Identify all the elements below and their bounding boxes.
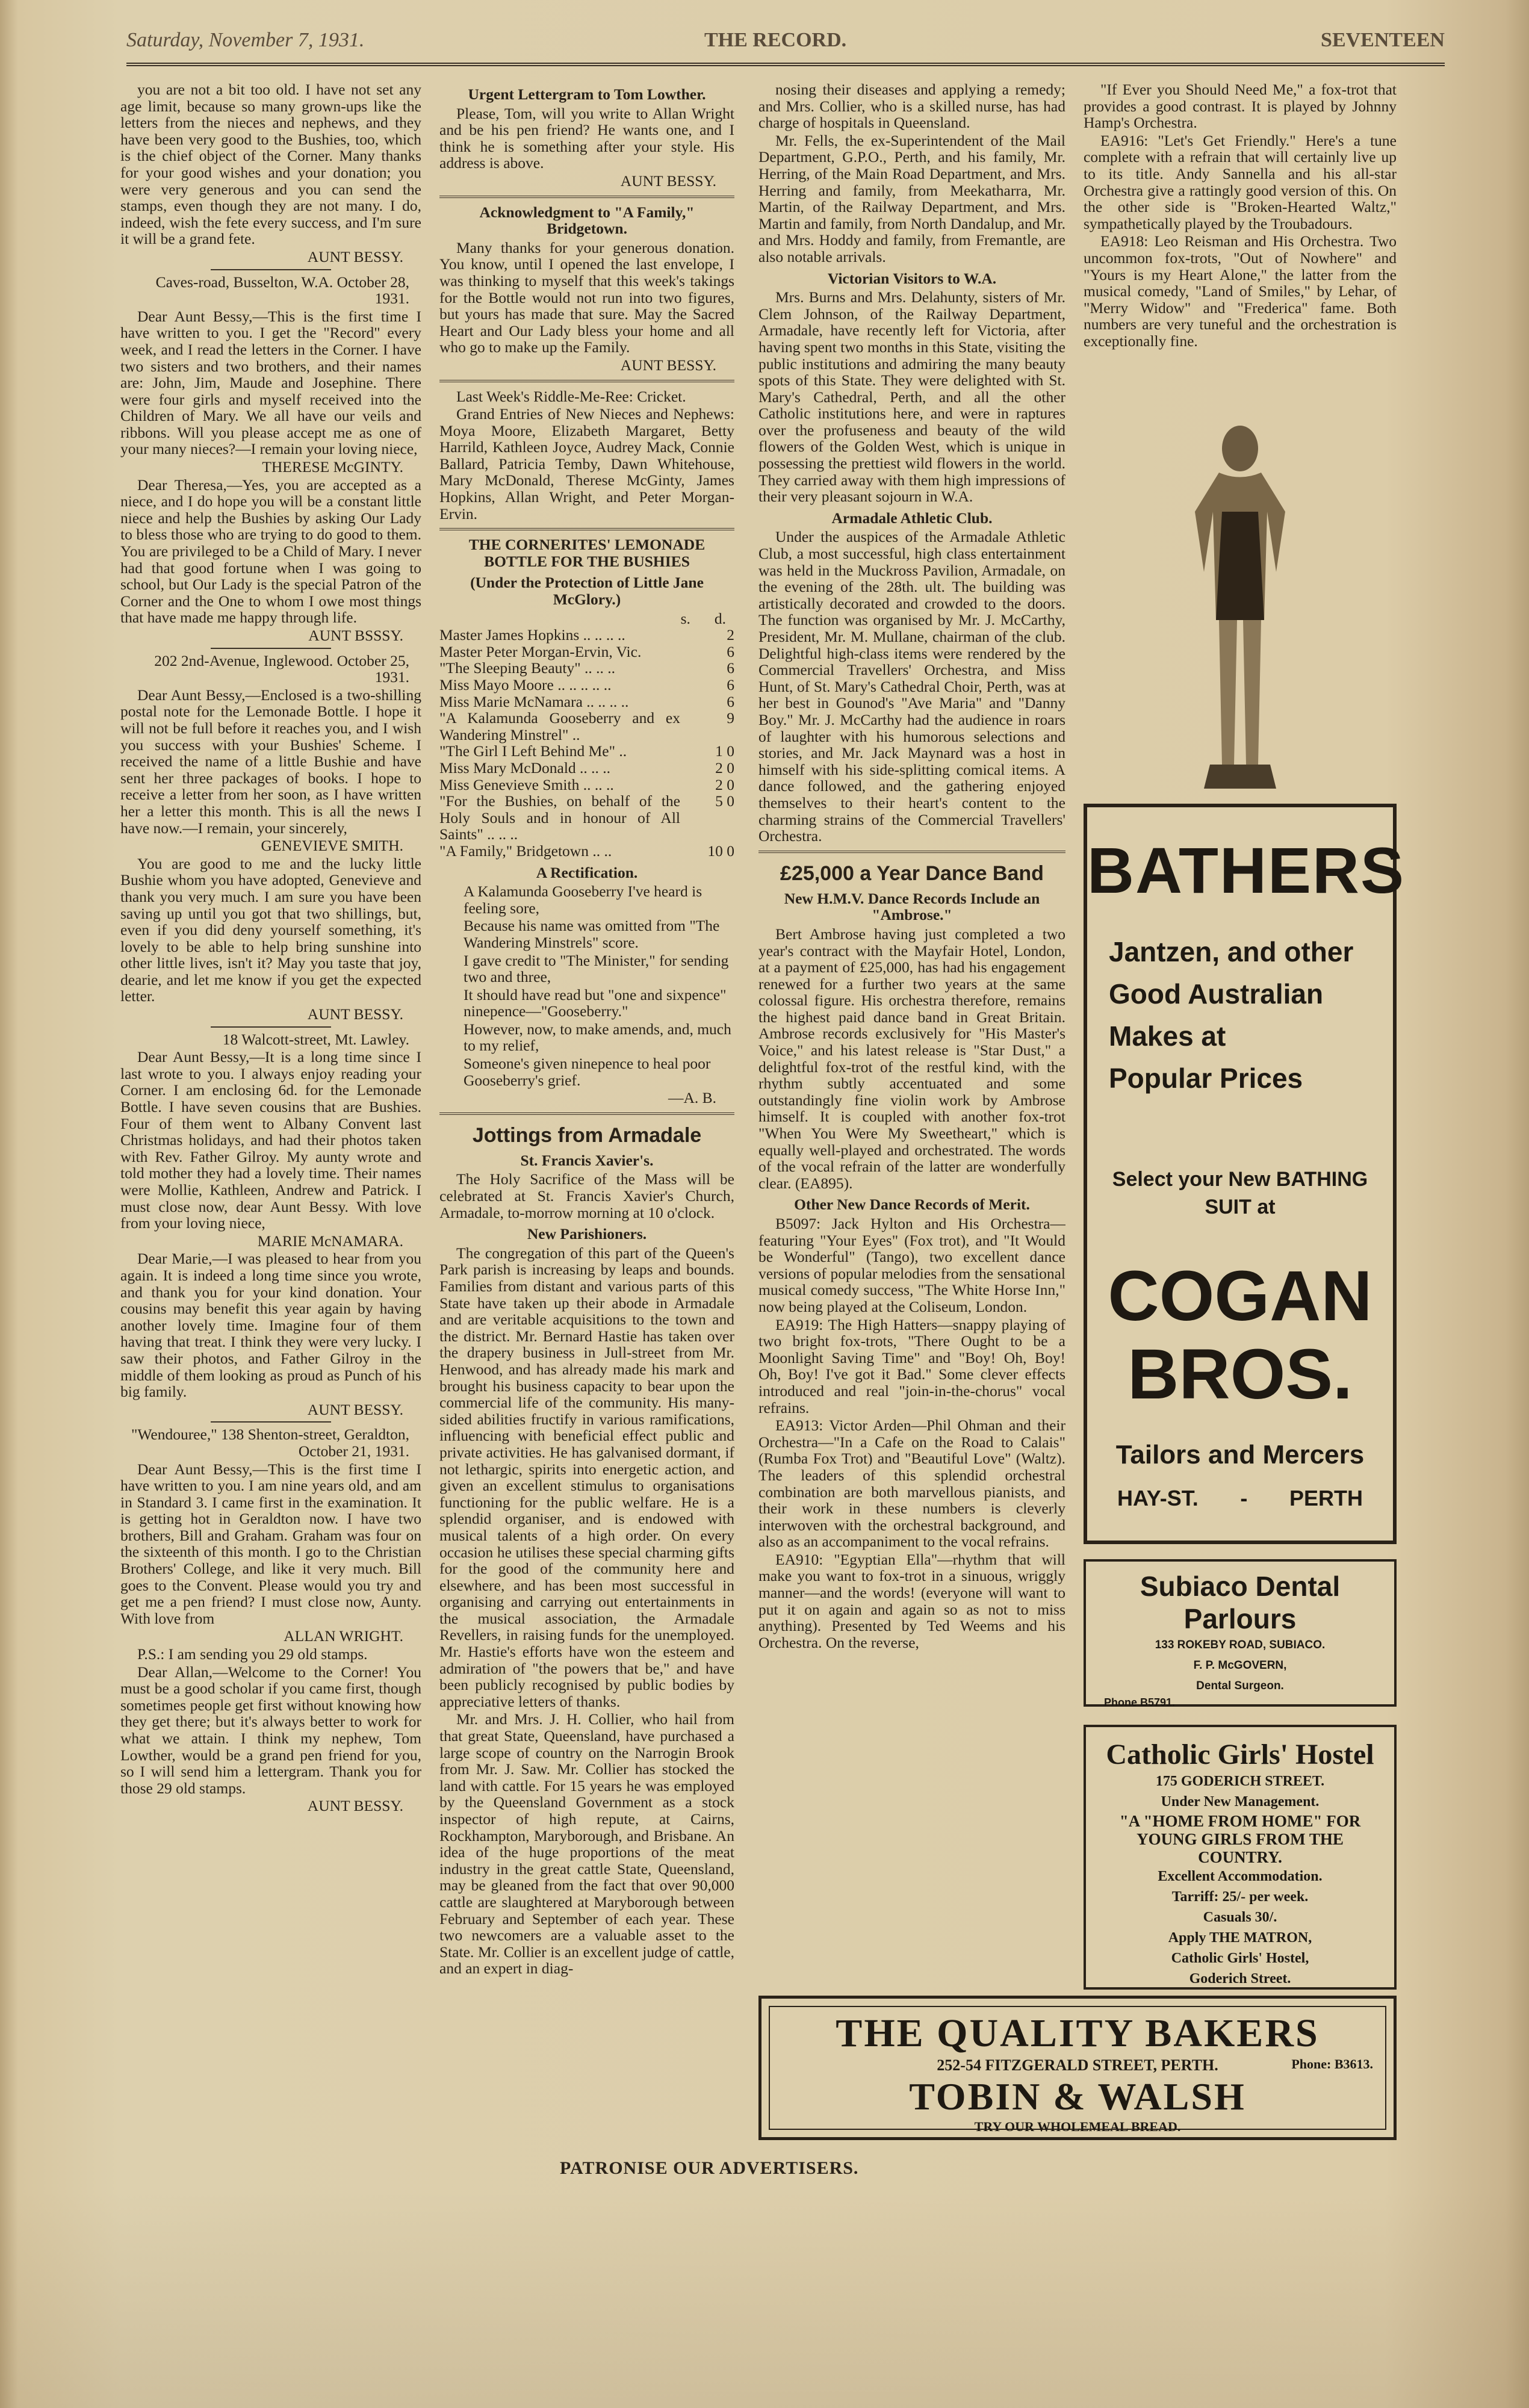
donation-pence: 2 [727, 626, 734, 644]
donor-name: "A Kalamunda Gooseberry and ex Wandering Minstrel" .. [439, 709, 680, 743]
paragraph: Dear Aunt Bessy,—It is a long time since I last wrote to you. I always enjoy reading your Corner. I am enclosing 6d. for the Lemonade Bottle. I have seven cousins that are Bushies. Four of them went to Albany Convent last Christmas holidays, and had their photos taken with Rev. Father Gilroy. My aunty wrote and told mother they had a lovely time. Their names were Mollie, Kathleen, Andrew and Patrick. I must close now, dear Aunt Bessy. With love from your loving niece, [120, 1048, 421, 1232]
donor-name: "The Girl I Left Behind Me" .. [439, 742, 627, 760]
divider [758, 851, 1065, 853]
ad-dental-role: Dental Surgeon. [1196, 1680, 1284, 1692]
signature: AUNT BSSSY. [308, 627, 403, 644]
paragraph: The congregation of this part of the Queen's Park parish is increasing by leaps and bounds. Families from distant and various parts of this State have taken up their abode in Armadale and are veritable acquisitions to the town and the district. Mr. Bernard Hastie has taken over the drapery business in Jull-street from Mr. Henwood, and has already made his mark and brought his business capacity to bear upon the commercial life of the community. His many-sided abilities fructify in various ramifications, influencing with beneficial effect public and private activities. He has galvanised dormant, if not lethargic, spirits into energetic action, and given an excellent stimulus to organisations functioning for the public welfare. He is a splendid organiser, and is endowed with musical talents of a high order. On every occasion he utilises these special charming gifts for the good of the community here and elsewhere, and has been most successful in organising and carrying out entertainments in the musical association, the Armadale Revellers, in raising funds for the unemployed. Mr. Hastie's efforts have won the esteem and admiration of "the powers that be," and have been publicly recognised by public bodies by appreciative letters of thanks. [439, 1244, 734, 1710]
bottle-donation-row [439, 793, 734, 843]
paragraph: you are not a bit too old. I have not set any age limit, because so many grown-ups like the letters from the nieces and nephews, and they have been very good to the Bushies, too, which is the chief object of the Corner. Many thanks for your good wishes and your donation; you were very generous and you can send the stamps, even though they are not many. I do, indeed, wish the fete every success, and I'm sure it will be a grand fete. [120, 81, 421, 248]
ad-bathers-line2: Good Australian [1109, 978, 1324, 1010]
bottle-donation-row [439, 843, 734, 860]
section-heading: THE CORNERITES' LEMONADE BOTTLE FOR THE BUSHIES [468, 536, 706, 570]
ad-hostel-mgmt: Under New Management. [1161, 1794, 1320, 1810]
paragraph: Dear Aunt Bessy,—This is the first time I have written to you. I am nine years old, and am in Standard 3. I came first in the examination. It is getting hot in Geraldton now. I have two brothers, Bill and Graham. Graham was four on the sixteenth of this month. I go to the Christian Brothers' College, and like it very much. Bill goes to the Convent. Please would you try and get me a pen friend? I must close now, Aunty. With love from [120, 1460, 421, 1627]
bottle-col-shillings: s. [680, 609, 690, 627]
letter-address: 18 Walcott-street, Mt. Lawley. [222, 1030, 409, 1048]
paragraph: Mr. and Mrs. J. H. Collier, who hail from that great State, Queensland, have purchased a large scope of country on the Narrogin Brook from Mr. J. Saw. Mr. Collier has stocked the land with cattle. For 15 years he was employed by the Queensland Government as a stock inspector of high repute, at Cairns, Rockhampton, Maryborough, and Brisbane. An idea of the huge proportions of the meat industry in the great cattle State, Queensland, may be gleaned from the fact that over 90,000 cattle are slaughtered at Maryborough between February and September of each year. These two newcomers are a valuable asset to the State. Mr. Collier is an excellent judge of cattle, and an expert in diag- [439, 1710, 734, 1978]
ad-subiaco-dental [1084, 1559, 1397, 1707]
donation-pence: 9 [727, 709, 734, 727]
column-corner-and-armadale [439, 81, 734, 2140]
donor-name: Miss Mary McDonald .. .. .. [439, 759, 611, 777]
paragraph: B5097: Jack Hylton and His Orchestra—featuring "Your Eyes" (Fox trot), and "It Would be Wonderful" (Tango), two excellent dance versions of popular melodies from the sensational musical comedy success, "The White Horse Inn," now being played at the Coliseum, London. [758, 1215, 1065, 1315]
bottle-donation-row [439, 660, 734, 677]
ad-bakers-title: THE QUALITY BAKERS [836, 2011, 1320, 2055]
donation-pence: 6 [727, 676, 734, 694]
paragraph: Dear Allan,—Welcome to the Corner! You must be a good scholar if you came first, though sometimes people get first without knowing how they get there; but it's always better to work for what we attain. I think my nephew, Tom Lowther, would be a grand pen friend for you, so I will send him a lettergram. Thank you for those 29 old stamps. [120, 1663, 421, 1797]
ad-bathers-brand1: COGAN [1108, 1256, 1372, 1336]
letter-address: Caves-road, Busselton, W.A. October 28, 1931. [155, 273, 409, 308]
verse-line: However, now, to make amends, and, much to my relief, [464, 1020, 731, 1055]
donor-name: "The Sleeping Beauty" .. .. .. [439, 659, 616, 677]
paragraph: EA918: Leo Reisman and His Orchestra. Two uncommon fox-trots, "Out of Nowhere" and "Yours is my Heart Alone," the latter from the musical comedy, "Land of Smiles," by Lehar, of "Merry Widow" and "Frederica" fame. Both numbers are very tuneful and the orchestration is exceptionally fine. [1084, 232, 1397, 350]
donor-name: Miss Marie McNamara .. .. .. .. [439, 692, 629, 710]
ad-hostel-tariff1: Tarriff: 25/- per week. [1171, 1889, 1309, 1905]
bottle-donation-row [439, 627, 734, 644]
ad-bakers-tagline: TRY OUR WHOLEMEAL BREAD. [974, 2119, 1181, 2134]
paragraph: "If Ever you Should Need Me," a fox-trot that provides a good contrast. It is played by Johnny Hamp's Orchestra. [1084, 81, 1397, 132]
divider [439, 196, 734, 198]
footer-patronise: PATRONISE OUR ADVERTISERS. [560, 2158, 859, 2178]
donation-pence: 0 [727, 792, 734, 810]
paragraph: Dear Aunt Bessy,—This is the first time I have written to you. I get the "Record" every week, and I read the letters in the Corner. I have two sisters and two brothers, and their names are: John, Jim, Maude and Josephine. There were four girls and myself received into the Children of Mary. We all have our veils and ribbons. Will you please accept me as one of your many nieces?—I remain your loving niece, [120, 307, 421, 458]
article-headline: £25,000 a Year Dance Band [780, 861, 1044, 885]
signature: AUNT BESSY. [307, 1005, 403, 1023]
section-heading: Victorian Visitors to W.A. [827, 269, 997, 287]
bottle-donation-row [439, 710, 734, 743]
donor-name: Miss Genevieve Smith .. .. .. [439, 775, 614, 793]
signature: MARIE McNAMARA. [257, 1232, 403, 1250]
paragraph: EA913: Victor Arden—Phil Ohman and their Orchestra—"In a Cafe on the Road to Calais" (Rumba Fox Trot) and "Beautiful Love" (Waltz). The leaders of this splendid orchestral combination are both marvellous pianists, and their work in these numbers is cleverly interwoven with the orchestral background, and also as an accompaniment to the vocal refrains. [758, 1417, 1065, 1551]
paragraph: Grand Entries of New Nieces and Nephews: Moya Moore, Elizabeth Margaret, Betty Harrild, Kathleen Joyce, Audrey Mack, Connie Ballard, Patricia Temby, Dawn Whitehouse, Mary McDonald, Therese McGinty, James Hopkins, Allan Wright, and Peter Morgan-Ervin. [439, 405, 734, 523]
signature: —A. B. [668, 1089, 716, 1107]
ad-bakers-name: TOBIN & WALSH [909, 2075, 1246, 2118]
paragraph: Mr. Fells, the ex-Superintendent of the Mail Department, G.P.O., Perth, and his family, Mr. Herring, of the Main Road Department, and Mrs. Herring and family, from Meekatharra, Mr. Martin, of the Railway Department, and Mrs. Martin and family, from North Dandalup, and Mr. and Mrs. Hoddy and family, from Fremantle, are also notable arrivals. [758, 131, 1065, 265]
divider [211, 269, 331, 270]
ad-dental-phone: Phone B5791. [1104, 1696, 1176, 1708]
ad-hostel-apply: Apply THE MATRON, [1168, 1930, 1312, 1946]
donation-pence: 6 [727, 692, 734, 710]
divider [211, 648, 331, 649]
ad-hostel-home2: YOUNG GIRLS FROM THE [1137, 1830, 1344, 1848]
ad-hostel-address: 175 GODERICH STREET. [1155, 1773, 1325, 1789]
ad-bakers-phone: Phone: B3613. [1291, 2056, 1373, 2071]
divider [439, 380, 734, 382]
paragraph: Please, Tom, will you write to Allan Wright and be his pen friend? He wants one, and I think he is something after your style. His address is above. [439, 104, 734, 172]
donation-shillings: 1 [715, 742, 723, 760]
signature: AUNT BESSY. [307, 1400, 403, 1418]
verse-line: It should have read but "one and sixpence" ninepence—"Gooseberry." [464, 985, 727, 1020]
donation-amount [680, 660, 734, 677]
divider [439, 1112, 734, 1115]
ad-hostel-tariff2: Casuals 30/. [1203, 1910, 1277, 1925]
donation-amount [680, 627, 734, 644]
ad-bathers-brand2: BROS. [1127, 1335, 1353, 1414]
divider [439, 528, 734, 530]
ad-hostel-home3: COUNTRY. [1198, 1848, 1282, 1866]
signature: ALLAN WRIGHT. [284, 1627, 403, 1645]
header-date: Saturday, November 7, 1931. [126, 29, 365, 51]
ad-bathers-select2: SUIT at [1205, 1196, 1276, 1218]
ad-quality-bakers [758, 1996, 1397, 2140]
donation-amount [680, 677, 734, 694]
donation-amount [680, 710, 734, 743]
donation-amount [680, 793, 734, 843]
bottle-donation-row [439, 644, 734, 660]
donor-name: Master Peter Morgan-Ervin, Vic. [439, 642, 642, 660]
letter-address: 202 2nd-Avenue, Inglewood. October 25, 1931. [154, 651, 409, 686]
verse-line: A Kalamunda Gooseberry I've heard is feeling sore, [464, 883, 702, 917]
donation-amount [680, 843, 734, 860]
page-bottom-margin [0, 2191, 1529, 2408]
paragraph: EA919: The High Hatters—snappy playing of two bright fox-trots, "There Ought to be a Moonlight Saving Time" and "Boy! Oh, Boy! Oh, Boy! I've got it Bad." Some clever effects introduced and real "join-in-the-chorus" vocal refrains. [758, 1315, 1065, 1417]
ad-bathers-line4: Popular Prices [1109, 1063, 1303, 1094]
donor-name: Master James Hopkins .. .. .. .. [439, 626, 625, 644]
paragraph: Bert Ambrose having just completed a two year's contract with the Mayfair Hotel, London, at a payment of £25,000, has had his engagement renewed for a further two years at the same colossal figure. His orchestra therefore, remains the highest paid dance band in Great Britain. Ambrose records exclusively for "His Master's Voice," and his latest release is "Star Dust," a delightful fox-trot of the restful kind, with the rhythm subtly accentuated and some outstandingly fine violin work by Ambrose himself. It is coupled with another fox-trot "When You Were My Sweetheart," which is equally well-played and orchestrated. The words of the vocal refrain of the latter are wonderfully clear. (EA895). [758, 925, 1065, 1192]
verse-line: Someone's given ninepence to heal poor Gooseberry's grief. [464, 1055, 711, 1089]
bottle-donation-row [439, 743, 734, 760]
section-heading: New Parishioners. [527, 1225, 647, 1243]
col2-bottom [439, 864, 734, 1977]
section-heading: Acknowledgment to "A Family," Bridgetown. [479, 203, 695, 238]
paragraph: Dear Theresa,—Yes, you are accepted as a niece, and I do hope you will be a constant little niece and help the Bushies by asking Our Lady to bless those who are trying to do good to them. You are privileged to be a Child of Mary. I never had that good fortune when I was going to school, but Our Lady is the special Patron of the Corner and the One to whom I owe most things that have made me happy through life. [120, 476, 421, 627]
section-heading: Urgent Lettergram to Tom Lowther. [468, 85, 706, 103]
ad-hostel-hostel: Catholic Girls' Hostel, [1171, 1950, 1309, 1966]
donation-amount [680, 644, 734, 660]
header-paper: THE RECORD. [704, 29, 847, 51]
ad-hostel-home1: "A "HOME FROM HOME" FOR [1119, 1812, 1361, 1830]
bather-illustration [1162, 421, 1318, 801]
section-heading: (Under the Protection of Little Jane McGlory.) [470, 574, 704, 609]
ad-bathers-line3: Makes at [1109, 1020, 1226, 1052]
paragraph: Dear Marie,—I was pleased to hear from you again. It is indeed a long time since you wrote, and thank you for your kind donation. Your cousins may benefit this year again by having another lovely time. Imagine four of them having that treat. I think they were very lucky. I saw their photos, and Father Gilroy in the middle of them looking as proud as Punch of his big family. [120, 1250, 421, 1401]
donation-pence: 6 [727, 642, 734, 660]
ad-catholic-girls-hostel [1084, 1725, 1397, 1990]
ad-bathers-street: HAY-ST. [1117, 1486, 1199, 1510]
signature: AUNT BESSY. [620, 356, 716, 374]
ad-dental-name: F. P. McGOVERN, [1193, 1659, 1287, 1672]
page-header [126, 18, 1445, 66]
article-headline: Jottings from Armadale [472, 1123, 702, 1147]
verse-line: I gave credit to "The Minister," for sending two and three, [464, 951, 729, 986]
section-heading: St. Francis Xavier's. [520, 1151, 654, 1169]
donation-pence: 0 [727, 842, 734, 860]
paragraph: You are good to me and the lucky little Bushie whom you have adopted, Genevieve and thank you very much. I am sure you have been saving up until you got that two shillings, but, even if you did deny yourself something, it's lovely to be able to help bring sunshine into other little lives, isn't it? May you taste that joy, dearie, and let me know if you get the expected letter. [120, 854, 421, 1005]
bottle-list-header [439, 610, 734, 627]
bottle-donation-row [439, 677, 734, 694]
signature: THERESE McGINTY. [262, 458, 403, 476]
column-armadale-and-records [758, 81, 1065, 2140]
donor-name: "For the Bushies, on behalf of the Holy Souls and in honour of All Saints" .. .. .. [439, 792, 680, 843]
ad-cogan-bros-bathers [1084, 804, 1406, 1544]
bottle-donation-row [439, 777, 734, 793]
donation-amount [680, 694, 734, 710]
verse-line: Because his name was omitted from "The Wandering Minstrels" score. [464, 917, 720, 951]
paragraph: Under the auspices of the Armadale Athletic Club, a most successful, high class entertainment was held in the Muckross Pavilion, Armadale, on the evening of the 28th. ult. The building was artistically decorated and crowded to the doors. The function was organised by Mr. J. McCarthy, President, Mr. M. Mullane, chairman of the club. Delightful high-class items were rendered by the Commercial Travellers' Orchestra, and Miss Hunt, of St. Mary's Cathedral Choir, Perth, was at her best in Gounod's "Ave Maria" and "Danny Boy." Mr. J. McCarthy had the audience in roars of laughter with his humorous selections and stories, and Mr. Jack Maynard was a host in himself with his side-splitting comical items. A dance followed, and the gathering enjoyed themselves to their heart's content to the charming strains of the Commercial Travellers' Orchestra. [758, 528, 1065, 845]
ad-bathers-line1: Jantzen, and other [1109, 936, 1354, 967]
signature: AUNT BESSY. [620, 172, 716, 190]
bottle-donation-row [439, 694, 734, 710]
donation-amount [680, 777, 734, 793]
paragraph: nosing their diseases and applying a remedy; and Mrs. Collier, who is a skilled nurse, has had charge of hospitals in Queensland. [758, 81, 1065, 132]
paragraph: Last Week's Riddle-Me-Ree: Cricket. [456, 387, 686, 405]
section-heading: Other New Dance Records of Merit. [794, 1196, 1030, 1214]
signature: GENEVIEVE SMITH. [261, 837, 403, 855]
ad-hostel-title: Catholic Girls' Hostel [1106, 1739, 1374, 1770]
bottle-col-pence: d. [714, 609, 726, 627]
paragraph: Mrs. Burns and Mrs. Delahunty, sisters of Mr. Clem Johnson, of the Railway Department, Armadale, have recently left for Victoria, after having spent two months in this State, visiting the public institutions and admiring the many beauty spots of this State. They were delighted with St. Mary's Cathedral, Perth, and all the other Catholic institutions here, and were in raptures over the profuseness and beauty of the wild flowers of the Golden West, which is unique in possessing the prettiest wild flowers in the world. They carried away with them high impressions of their very pleasant sojourn in W.A. [758, 288, 1065, 506]
ad-bathers-dash: - [1240, 1486, 1248, 1510]
ad-hostel-accom: Excellent Accommodation. [1158, 1869, 1323, 1884]
paragraph: EA910: "Egyptian Ella"—rhythm that will make you want to fox-trot in a sinuous, wriggly manner—and the words! (everyone will want to put it on again and again so as not to miss anything). Presented by Ted Weems and his Orchestra. On the reverse, [758, 1550, 1065, 1651]
section-heading: New H.M.V. Dance Records Include an "Ambrose." [784, 889, 1040, 924]
header-page-number: SEVENTEEN [1321, 29, 1445, 51]
donation-shillings: 5 [715, 792, 723, 810]
paragraph: Many thanks for your generous donation. You know, until I opened the last envelope, I was thinking to myself that this week's takings for the Bottle would not run into two figures, but yours has made that sure. May the Sacred Heart and Our Lady bless your home and all who go to make up the Family. [439, 238, 734, 356]
column-records-continued [1084, 81, 1397, 418]
ad-bathers-select1: Select your New BATHING [1112, 1168, 1368, 1191]
divider [211, 1421, 331, 1423]
donor-name: "A Family," Bridgetown .. .. [439, 842, 612, 860]
bottle-donation-row [439, 760, 734, 777]
ad-bakers-address: 252-54 FITZGERALD STREET, PERTH. [937, 2056, 1218, 2074]
letter-address: "Wendouree," 138 Shenton-street, Geraldton, October 21, 1931. [131, 1426, 409, 1460]
donor-name: Miss Mayo Moore .. .. .. .. .. [439, 676, 612, 694]
paragraph: EA916: "Let's Get Friendly." Here's a tune complete with a refrain that will certainly live up to its title. Andy Sannella and his all-star Orchestra give a rattingly good version of this. On the other side is "Broken-Hearted Waltz," sympathetically played by the Troubadours. [1084, 131, 1397, 232]
lemonade-bottle-list [439, 610, 734, 860]
ad-hostel-street: Goderich Street. [1189, 1971, 1291, 1987]
section-heading: A Rectification. [536, 863, 638, 881]
donation-pence: 0 [727, 742, 734, 760]
bottle-rows [439, 627, 734, 859]
section-heading: Armadale Athletic Club. [831, 509, 993, 527]
paragraph: P.S.: I am sending you 29 old stamps. [137, 1645, 368, 1663]
signature: AUNT BESSY. [307, 247, 403, 265]
donation-pence: 0 [727, 759, 734, 777]
donation-shillings: 2 [715, 759, 723, 777]
ad-bathers-city: PERTH [1289, 1486, 1363, 1510]
donation-amount [680, 760, 734, 777]
donation-pence: 0 [727, 775, 734, 793]
ad-bathers-title: BATHERS [1087, 834, 1406, 907]
signature: AUNT BESSY. [307, 1797, 403, 1815]
paragraph: The Holy Sacrifice of the Mass will be celebrated at St. Francis Xavier's Church, Armadale, to-morrow morning at 10 o'clock. [439, 1170, 734, 1221]
donation-amount [680, 743, 734, 760]
donation-pence: 6 [727, 659, 734, 677]
paragraph: Dear Aunt Bessy,—Enclosed is a two-shilling postal note for the Lemonade Bottle. I hope it will not be full before it reaches you, and I wish you success with your Bushies' Scheme. I received the name of a little Bushie and have sent her three packages of books. I hope to receive a letter from her soon, as I have written her a letter this month. This is all the news I have now.—I remain, your sincerely, [120, 686, 421, 837]
donation-shillings: 2 [715, 775, 723, 793]
column-aunt-bessy-letters [120, 81, 421, 2140]
donation-shillings: 10 [707, 842, 723, 860]
ad-dental-title: Subiaco Dental Parlours [1140, 1571, 1341, 1634]
ad-bathers-tailors: Tailors and Mercers [1115, 1440, 1365, 1469]
ad-dental-address: 133 ROKEBY ROAD, SUBIACO. [1155, 1639, 1326, 1651]
divider [211, 1026, 331, 1028]
col2-top [439, 86, 734, 608]
